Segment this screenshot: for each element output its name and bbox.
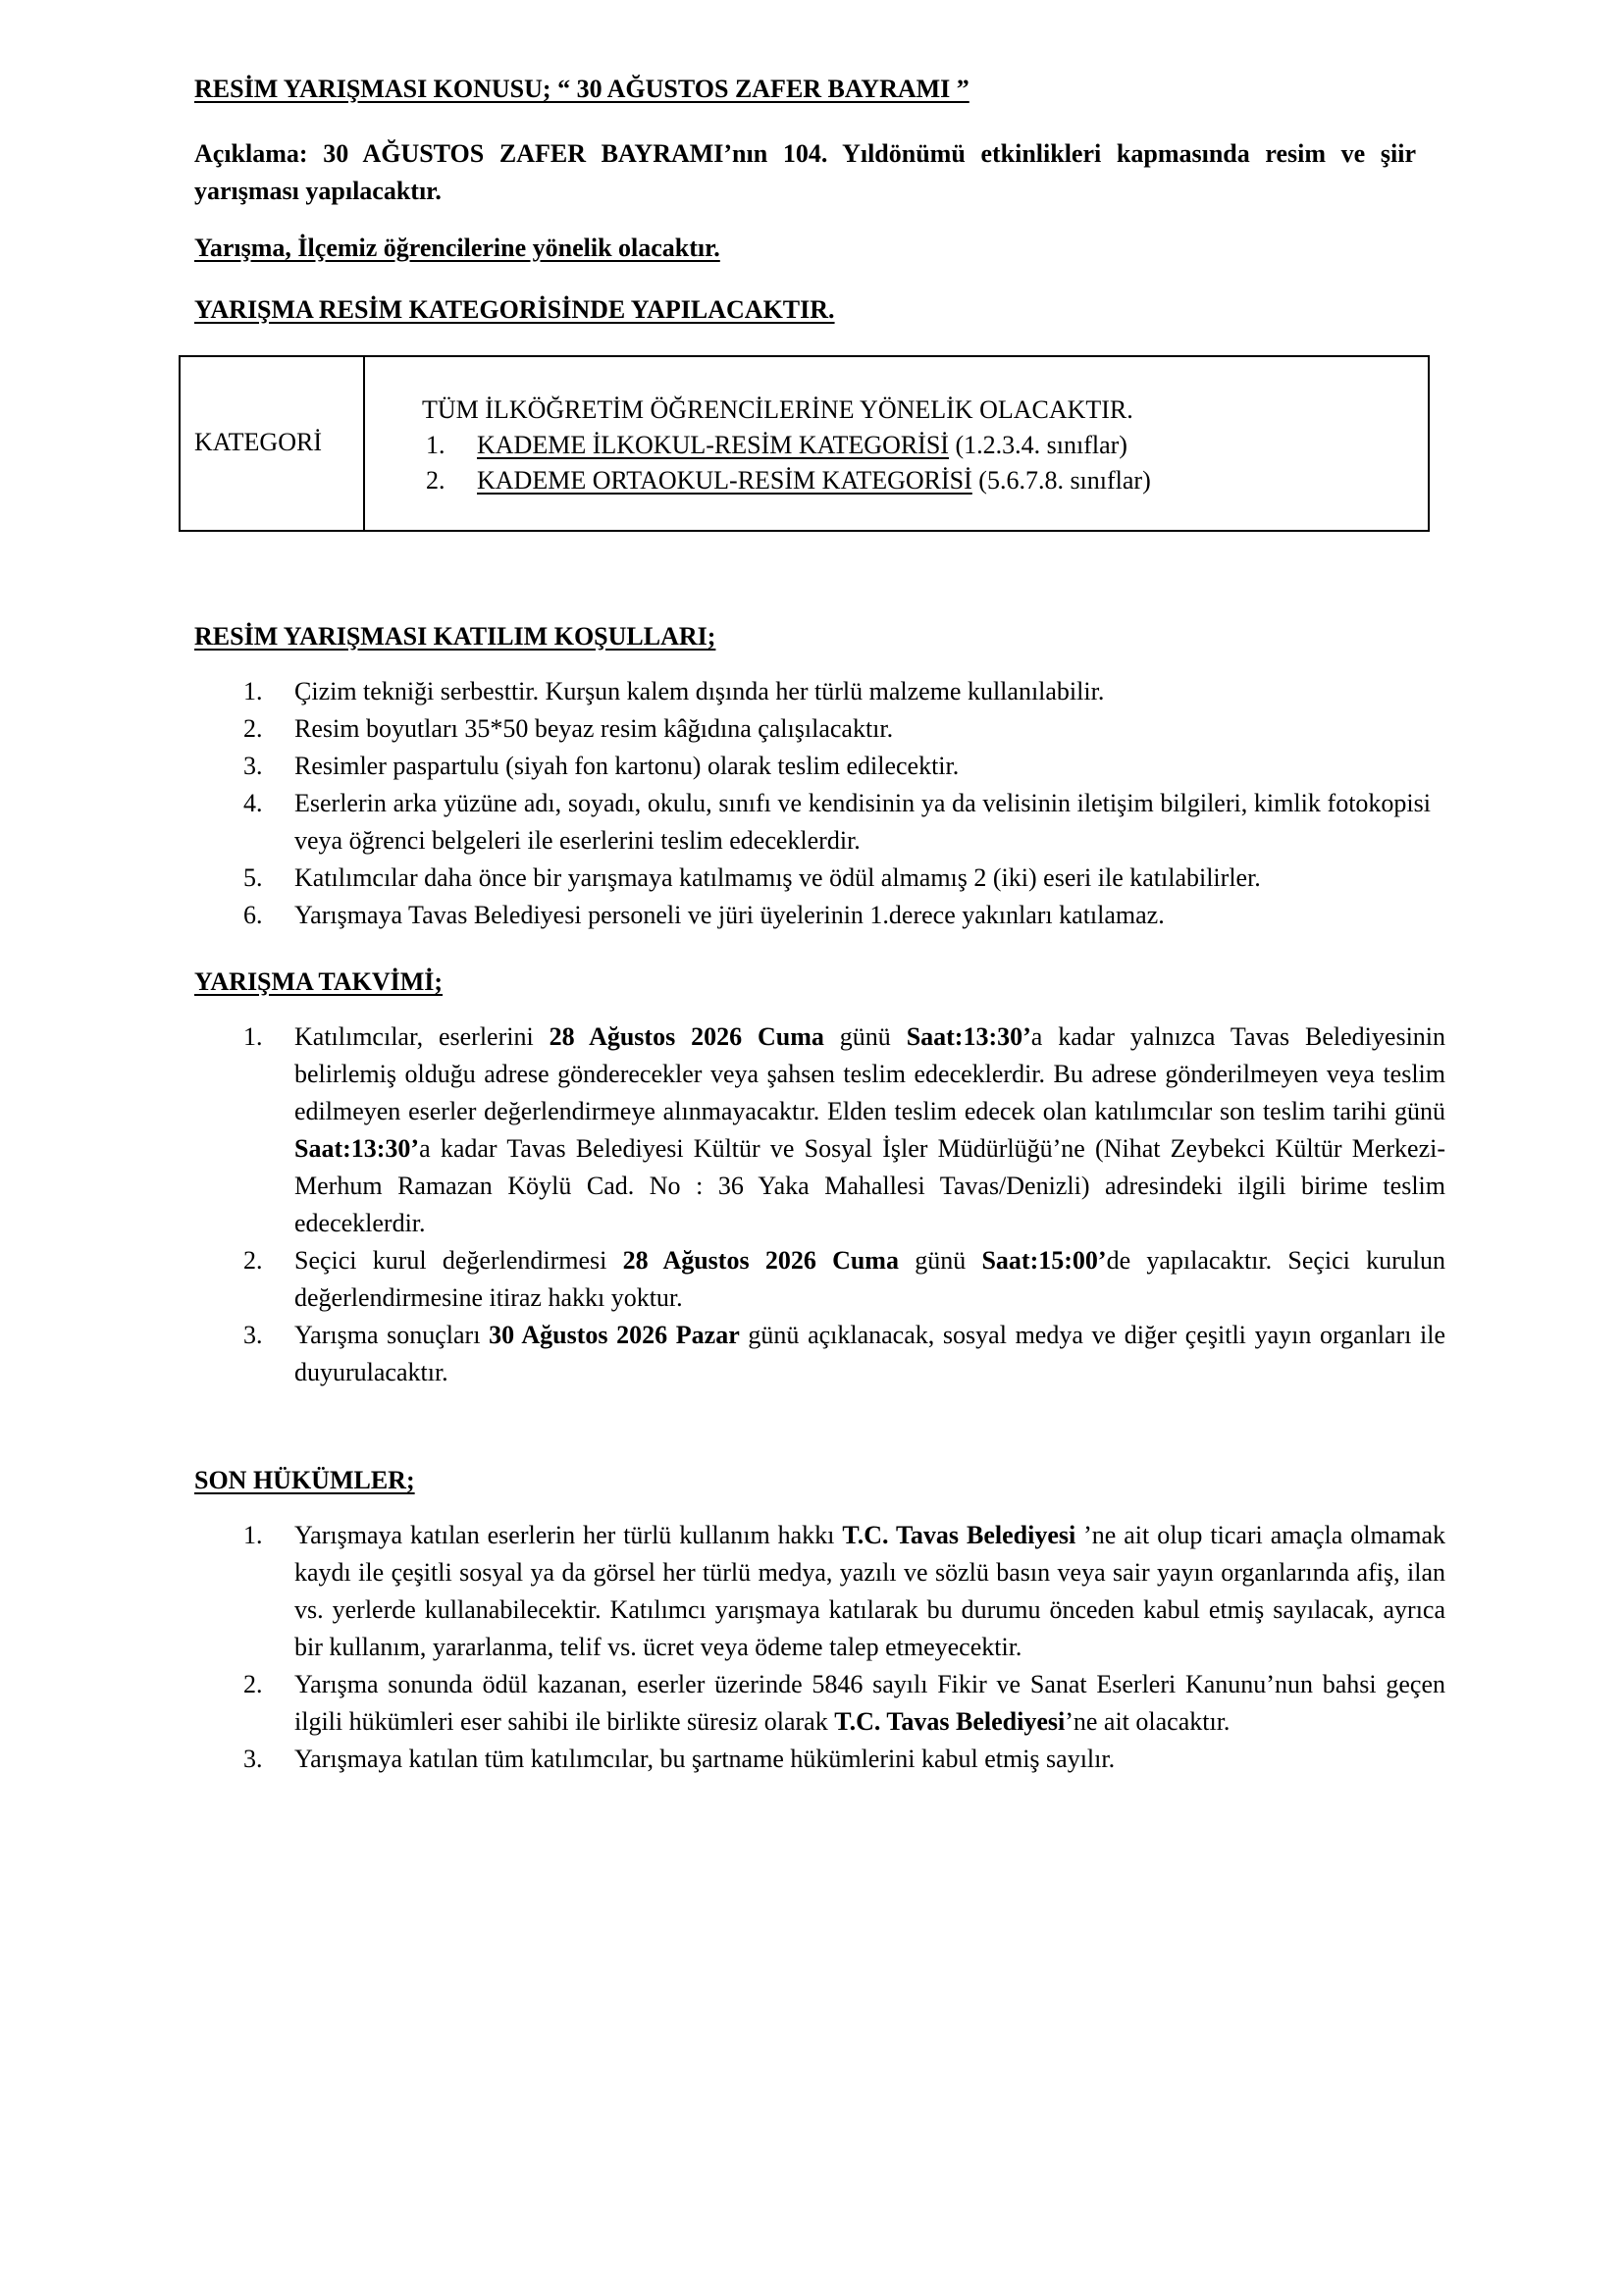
final-provisions-heading: SON HÜKÜMLER; <box>194 1466 415 1494</box>
schedule-heading: YARIŞMA TAKVİMİ; <box>194 967 444 996</box>
category-item <box>422 428 1413 463</box>
conditions-list <box>243 673 1431 934</box>
list-number: 6. <box>243 901 263 929</box>
category-item <box>422 463 1413 498</box>
category-heading: TÜM İLKÖĞRETİM ÖĞRENCİLERİNE YÖNELİK OLACAKTIR. <box>422 395 1133 424</box>
list-item <box>243 673 1431 710</box>
document-title: RESİM YARIŞMASI KONUSU; “ 30 AĞUSTOS ZAFER BAYRAMI ” <box>194 75 969 103</box>
final-provisions-list <box>243 1517 1445 1778</box>
list-number: 3. <box>243 752 263 780</box>
list-text: Yarışma sonuçları 30 Ağustos 2026 Pazar günü açıklanacak, sosyal medya ve diğer çeşitli yayın organları ile duyurulacaktır. <box>294 1321 1446 1386</box>
list-number: 5. <box>243 863 263 892</box>
list-text: Resimler paspartulu (siyah fon kartonu) olarak teslim edilecektir. <box>294 752 960 780</box>
category-item-number: 2. <box>426 466 445 495</box>
list-text: Resim boyutları 35*50 beyaz resim kâğıdına çalışılacaktır. <box>294 714 894 743</box>
list-number: 2. <box>243 714 263 743</box>
list-number: 3. <box>243 1745 263 1773</box>
list-item <box>243 860 1431 897</box>
list-text: Katılımcılar daha önce bir yarışmaya katılmamış ve ödül almamış 2 (iki) eseri ile katılabilirler. <box>294 863 1261 892</box>
list-number: 2. <box>243 1670 263 1698</box>
list-item <box>243 710 1431 748</box>
category-label-cell <box>181 357 365 530</box>
list-item <box>243 1018 1445 1242</box>
list-item <box>243 748 1431 785</box>
list-text: Yarışma sonunda ödül kazanan, eserler üzerinde 5846 sayılı Fikir ve Sanat Eserleri Kanunu’nun bahsi geçen ilgili hükümleri eser sahibi ile birlikte süresiz olarak T.C. Tavas Belediyesi’ne ait olacaktır. <box>294 1670 1445 1736</box>
list-number: 3. <box>243 1321 263 1349</box>
category-item-note: (5.6.7.8. sınıflar) <box>971 466 1151 495</box>
list-text: Yarışmaya katılan tüm katılımcılar, bu şartname hükümlerini kabul etmiş sayılır. <box>294 1745 1116 1773</box>
target-audience-line: Yarışma, İlçemiz öğrencilerine yönelik olacaktır. <box>194 234 720 262</box>
list-item <box>243 1242 1445 1317</box>
category-content-cell <box>422 392 1413 498</box>
category-announcement: YARIŞMA RESİM KATEGORİSİNDE YAPILACAKTIR. <box>194 295 835 324</box>
list-text: Yarışmaya katılan eserlerin her türlü kullanım hakkı T.C. Tavas Belediyesi ’ne ait olup ticari amaçla olmamak kaydı ile çeşitli sosyal ya da görsel her türlü medya, yazılı ve sözlü basın veya sair yayın organlarında afiş, ilan vs. yerlerde kullanabilecektir. Katılımcı yarışmaya katılarak bu durumu önceden kabul etmiş sayılacak, ayrıca bir kullanım, yararlanma, telif vs. ücret veya ödeme talep etmeyecektir. <box>294 1521 1445 1661</box>
conditions-heading: RESİM YARIŞMASI KATILIM KOŞULLARI; <box>194 622 716 651</box>
list-number: 2. <box>243 1246 263 1275</box>
list-number: 1. <box>243 1521 263 1549</box>
category-item-name: KADEME İLKOKUL-RESİM KATEGORİSİ <box>477 431 949 459</box>
category-item-note: (1.2.3.4. sınıflar) <box>948 431 1127 459</box>
list-item <box>243 1317 1445 1391</box>
schedule-list <box>243 1018 1445 1391</box>
category-item-number: 1. <box>426 431 445 459</box>
list-number: 1. <box>243 1022 263 1051</box>
list-text: Eserlerin arka yüzüne adı, soyadı, okulu, sınıfı ve kendisinin ya da velisinin iletişim bilgileri, kimlik fotokopisi veya öğrenci belgeleri ile eserlerini teslim edeceklerdir. <box>294 789 1431 855</box>
list-item <box>243 897 1431 934</box>
list-item <box>243 785 1431 860</box>
list-number: 4. <box>243 789 263 817</box>
list-text: Katılımcılar, eserlerini 28 Ağustos 2026 Cuma günü Saat:13:30’a kadar yalnızca Tavas Belediyesinin belirlemiş olduğu adrese gönderecekler veya şahsen teslim edeceklerdir. Bu adrese gönderilmeyen veya teslim edilmeyen eserler değerlendirmeye alınmayacaktır. Elden teslim edecek olan katılımcılar son teslim tarihi günü Saat:13:30’a kadar Tavas Belediyesi Kültür ve Sosyal İşler Müdürlüğü’ne (Nihat Zeybekci Kültür Merkezi-Merhum Ramazan Köylü Cad. No : 36 Yaka Mahallesi Tavas/Denizli) adresindeki ilgili birime teslim edeceklerdir. <box>294 1022 1446 1237</box>
category-label: KATEGORİ <box>194 428 322 456</box>
list-item <box>243 1517 1445 1666</box>
list-text: Seçici kurul değerlendirmesi 28 Ağustos 2026 Cuma günü Saat:15:00’de yapılacaktır. Seçici kurulun değerlendirmesine itiraz hakkı yoktur. <box>294 1246 1446 1312</box>
list-item <box>243 1666 1445 1741</box>
list-text: Çizim tekniği serbesttir. Kurşun kalem dışında her türlü malzeme kullanılabilir. <box>294 677 1105 705</box>
description-paragraph: Açıklama: 30 AĞUSTOS ZAFER BAYRAMI’nın 104. Yıldönümü etkinlikleri kapmasında resim ve şiir yarışması yapılacaktır. <box>194 139 1416 205</box>
list-number: 1. <box>243 677 263 705</box>
list-item <box>243 1741 1445 1778</box>
category-item-name: KADEME ORTAOKUL-RESİM KATEGORİSİ <box>477 466 972 495</box>
list-text: Yarışmaya Tavas Belediyesi personeli ve jüri üyelerinin 1.derece yakınları katılamaz. <box>294 901 1165 929</box>
